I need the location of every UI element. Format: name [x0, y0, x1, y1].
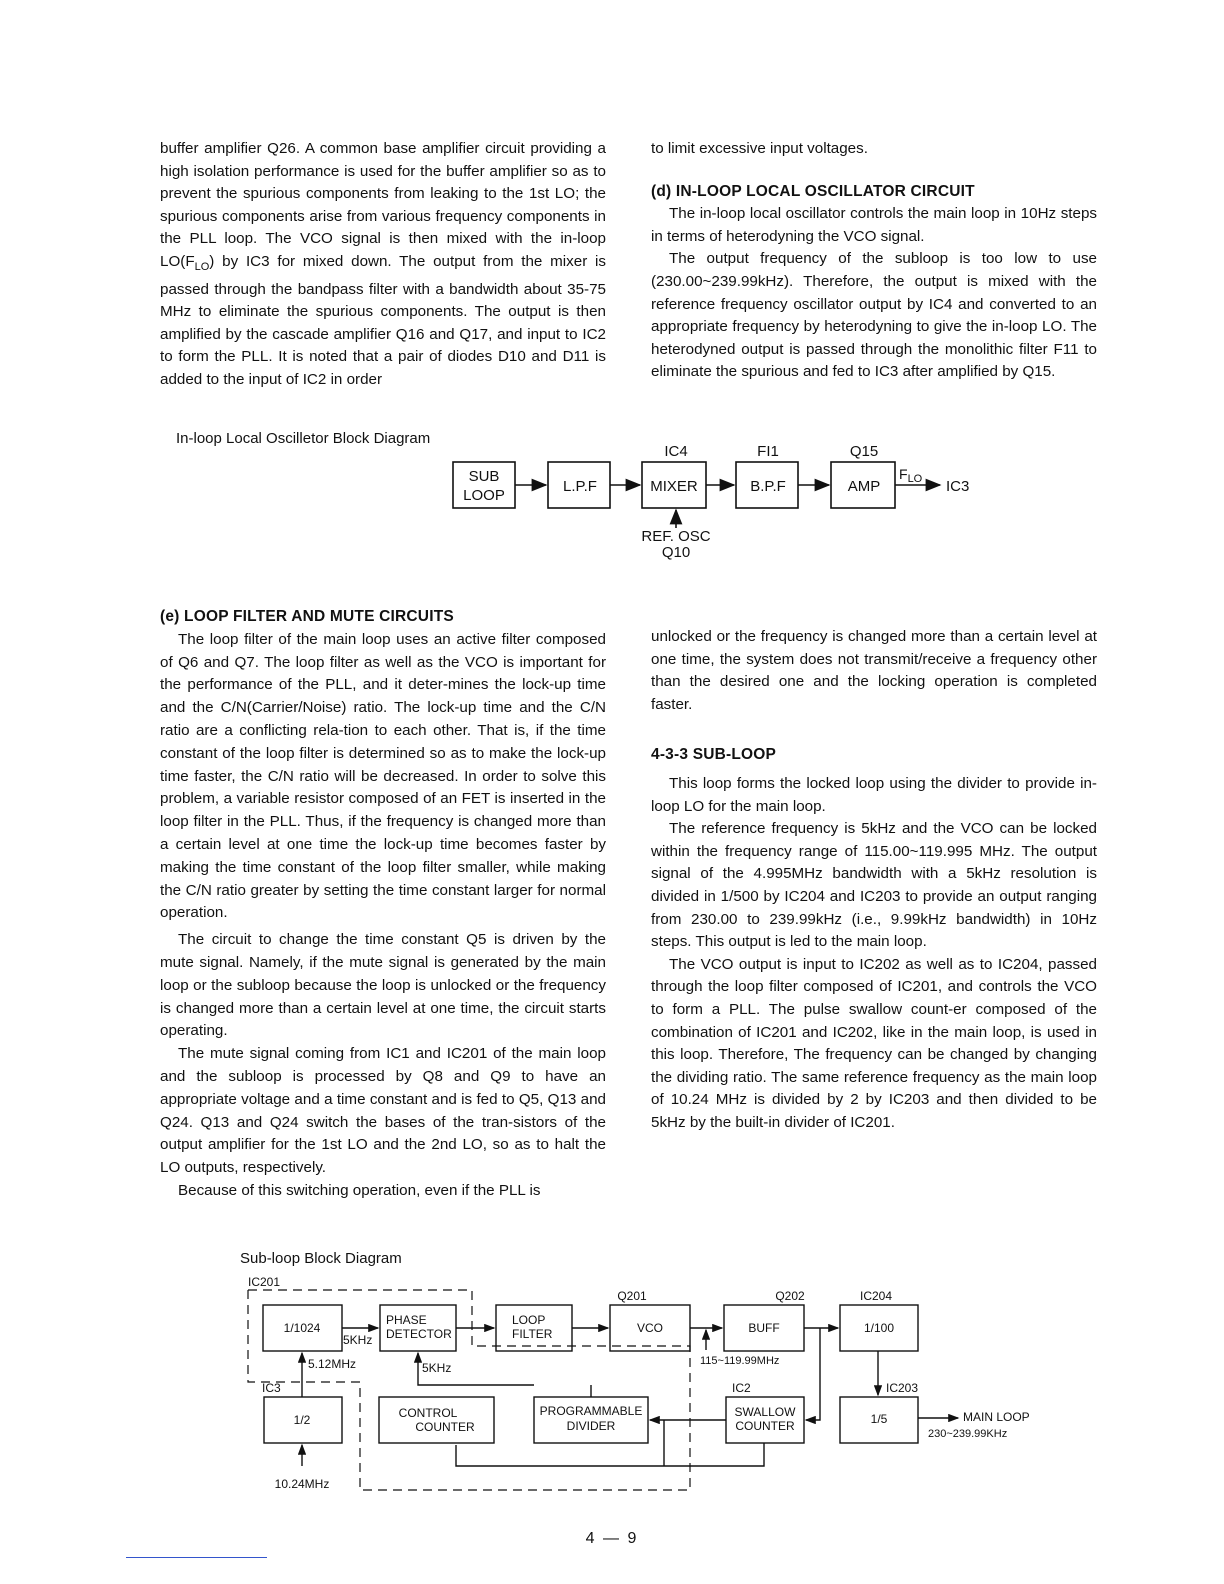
- phase-label: PHASE: [386, 1313, 427, 1327]
- ic201-label: IC201: [248, 1275, 281, 1289]
- section-heading: (e) LOOP FILTER AND MUTE CIRCUITS: [160, 608, 454, 625]
- lpf-label: L.P.F: [563, 478, 597, 495]
- diagram-caption: Sub-loop Block Diagram: [240, 1250, 402, 1267]
- div-1024-label: 1/1024: [283, 1321, 321, 1335]
- 230-range-label: 230~239.99KHz: [928, 1428, 1008, 1440]
- div-2-label: 1/2: [293, 1413, 311, 1427]
- sub-loop-block-diagram: [0, 1270, 1224, 1510]
- paragraph: The loop filter of the main loop uses an active filter composed of Q6 and Q7. The loop filter as well as the VCO is important for the performance of the PLL, and it deter-mines the lock-up time and the C/N(Carrier/Noise) ratio. The lock-up time and the C/N ratio are a conflicting rela-tion to each other. That is, if the time constant of the loop filter is determined so as to make the lock-up time faster, the C/N ratio will be decreased. In order to solve this problem, a variable resistor composed of an FET is inserted in the loop filter in the PLL. Thus, if the frequency is changed more than a certain level at one time the lock-up time becomes faster by making the time constant of the loop filter smaller, while making the C/N ratio greater by setting the time constant larger for normal operation.: [160, 630, 606, 922]
- flo-label: $F_{LO}$: [899, 466, 923, 485]
- paragraph: The in-loop local oscillator controls the main loop in 10Hz steps in terms of heterodyning the VCO signal.: [651, 205, 1097, 245]
- filter-label: FILTER: [512, 1327, 553, 1341]
- divider-label: DIVIDER: [566, 1419, 616, 1433]
- diagram-caption: In-loop Local Oscilletor Block Diagram: [176, 430, 431, 447]
- swallow-label: SWALLOW: [734, 1405, 796, 1419]
- sub-loop-label: SUB: [468, 468, 500, 485]
- paragraph: This loop forms the locked loop using the divider to provide in-loop LO for the main loop.: [651, 774, 1097, 815]
- 10-24mhz-label: 10.24MHz: [274, 1477, 330, 1491]
- counter-label: COUNTER: [415, 1420, 475, 1434]
- paragraph: buffer amplifier Q26. A common base amplifier circuit providing a high isolation performance is used for the buffer amplifier so as to prevent the spurious components from leaking to the 1st LO; the spurious components arise from various frequency components in the PLL loop. The VCO signal is then mixed with the in-loop $LO(F_{LO})$ by IC3 for mixed down. The output from the mixer is passed through the bandpass filter with a bandwidth about 35-75 MHz to eliminate the spurious components. The output is then amplified by the cascade amplifier Q16 and Q17, and input to IC2 to form the PLL. It is noted that a pair of diodes D10 and D11 is added to the input of IC2 in order: [160, 140, 606, 388]
- ic3-label: IC3: [946, 478, 970, 495]
- loop-label: LOOP: [512, 1313, 546, 1327]
- ic204-label: IC204: [859, 1289, 893, 1303]
- vco-label: VCO: [636, 1321, 664, 1335]
- sub-loop-label: LOOP: [463, 487, 505, 504]
- in-loop-lo-block-diagram: [0, 440, 1224, 600]
- loop-filter-column: [160, 606, 606, 1203]
- ic3-label: IC3: [262, 1381, 281, 1395]
- q202-label: Q202: [775, 1289, 805, 1303]
- mixer-label: MIXER: [650, 478, 698, 495]
- ref-osc-label: REF. OSC: [641, 528, 711, 545]
- q15-label: Q15: [849, 443, 879, 460]
- ic2-label: IC2: [732, 1381, 751, 1395]
- main-loop-label: MAIN LOOP: [963, 1410, 1030, 1424]
- ic203-label: IC203: [886, 1381, 919, 1395]
- swallow-counter-label: COUNTER: [735, 1419, 795, 1433]
- buff-label: BUFF: [748, 1321, 780, 1335]
- q10-label: Q10: [661, 544, 691, 561]
- control-label: CONTROL: [398, 1406, 458, 1420]
- ic4-label: IC4: [664, 443, 688, 460]
- paragraph: The VCO output is input to IC202 as well as to IC204, passed through the loop filter composed of IC201, and controls the VCO to form a PLL. The pulse swallow count-er composed of the combination of IC201 and IC202, like in the main loop, is used in this loop. Therefore, The frequency can be changed by changing the dividing ratio. The same reference frequency as the main loop of 10.24 MHz is divided by 2 by IC203 and then divided to be 5kHz by the built-in divider of IC201.: [651, 955, 1097, 1131]
- q201-label: Q201: [617, 1289, 647, 1303]
- top-left-column: [160, 138, 606, 392]
- footer-rule: [126, 1557, 267, 1558]
- paragraph: The mute signal coming from IC1 and IC201 of the main loop and the subloop is processed by Q8 and Q9 to have an appropriate voltage and a time constant and is fed to Q5, Q13 and Q24. Q13 and Q24 switch the bases of the tran-sistors of the output amplifier for the 1st LO and the 2nd LO, so as to halt the LO outputs, respectively.: [160, 1045, 606, 1177]
- 5khz-label: 5KHz: [422, 1361, 452, 1375]
- paragraph: The output frequency of the subloop is too low to use (230.00~239.99kHz). Therefore, the output is mixed with the reference frequency oscillator output by IC4 and converted to an appropriate frequency by heterodyning to give the in-loop LO. The heterodyned output is passed through the monolithic filter F11 to eliminate the spurious and fed to IC3 after amplified by Q15.: [651, 250, 1097, 381]
- div-100-label: 1/100: [863, 1321, 895, 1335]
- div-5-label: 1/5: [870, 1412, 888, 1426]
- paragraph: to limit excessive input voltages.: [651, 140, 868, 157]
- bpf-label: B.P.F: [750, 478, 786, 495]
- page-number: 4 — 9: [585, 1530, 639, 1547]
- detector-label: DETECTOR: [386, 1327, 452, 1341]
- programmable-label: PROGRAMMABLE: [539, 1404, 643, 1418]
- 5-12mhz-label: 5.12MHz: [308, 1357, 357, 1371]
- amp-label: AMP: [847, 478, 881, 495]
- 115-range-label: 115~119.99MHz: [700, 1355, 780, 1367]
- paragraph: The circuit to change the time constant Q5 is driven by the mute signal. Namely, if the mute signal is generated by the main loop or the subloop because the loop is unlocked or the frequency is changed more than a certain level at one time, the circuit starts operating.: [160, 931, 606, 1040]
- section-heading: 4-3-3 SUB-LOOP: [651, 746, 777, 764]
- paragraph: The reference frequency is 5kHz and the VCO can be locked within the frequency range of 115.00~119.995 MHz. The output signal of the 4.995MHz bandwidth with a 5kHz resolution is divided in 1/500 by IC204 and IC203 to provide an output ranging from 230.00 to 239.99kHz (i.e., 9.99kHz bandwidth) in 10Hz steps. This output is led to the main loop.: [651, 820, 1097, 951]
- fi1-label: FI1: [757, 443, 779, 460]
- top-right-column: [651, 138, 1097, 384]
- section-heading: (d) IN-LOOP LOCAL OSCILLATOR CIRCUIT: [651, 182, 975, 200]
- paragraph: Because of this switching operation, even if the PLL is: [178, 1181, 541, 1199]
- 5khz-label: 5KHz: [343, 1333, 373, 1347]
- sub-loop-column: [651, 626, 1097, 1134]
- paragraph: unlocked or the frequency is changed more than a certain level at one time, the system does not transmit/receive a frequency other than the desired one and the locking operation is completed faster.: [651, 628, 1097, 713]
